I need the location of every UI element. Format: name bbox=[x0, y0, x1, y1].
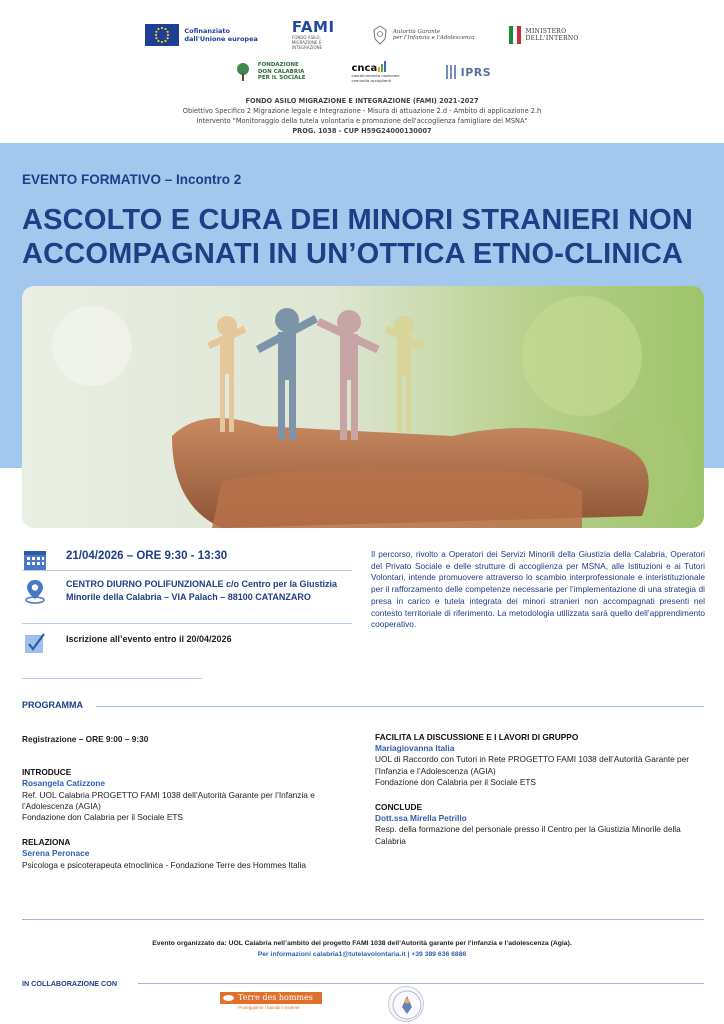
event-place: CENTRO DIURNO POLIFUNZIONALE c/o Centro per la Giustizia Minorile della Calabria – VIA Palach – 88100 CATANZARO bbox=[66, 579, 338, 602]
location-pin-icon bbox=[22, 578, 48, 604]
funding-project-code: PROG. 1038 - CUP H59G24000130007 bbox=[292, 127, 432, 135]
facilita-speaker: Mariagiovanna Italia bbox=[375, 743, 455, 754]
divider bbox=[138, 983, 704, 984]
don-calabria-line2: DON CALABRIA bbox=[257, 68, 305, 75]
event-description: Il percorso, rivolto a Operatori dei Servizi Minorili della Giustizia della Calabria, Operatori del Privato Sociale e delle strutture di accoglienza per MSNA, alle Istituzioni e ai Tutori Volontari, intende promuovere attraverso lo scambio interprofessionale e interistituzionale per il rafforzamento delle competenze necessarie per l’implementazione di una strategia di presa in carico e tutela integrata dei minori stranieri non accompagnati presenti nel contesto territoriale di riferimento. La metodologia utilizzata sarà quello dell’apprendimento cooperativo. bbox=[371, 549, 705, 630]
event-label: EVENTO FORMATIVO – Incontro 2 bbox=[22, 172, 242, 187]
iprs-logo bbox=[446, 65, 492, 79]
facilita-org: Fondazione don Calabria per il Sociale ETS bbox=[375, 776, 536, 787]
introduce-heading: INTRODUCE bbox=[22, 767, 72, 778]
divider bbox=[22, 570, 352, 571]
funding-info bbox=[0, 96, 724, 136]
garante-logo-line1: Autorità Garante bbox=[392, 28, 441, 35]
terre-des-hommes-logo bbox=[220, 992, 322, 1014]
event-title: ASCOLTO E CURA DEI MINORI STRANIERI NON ACCOMPAGNATI IN UN’OTTICA ETNO-CLINICA bbox=[22, 204, 694, 270]
programme-left-column bbox=[22, 734, 352, 885]
partner-logos-top bbox=[0, 18, 724, 52]
divider bbox=[22, 623, 352, 624]
eu-flag-icon bbox=[145, 24, 179, 46]
introduce-block bbox=[22, 767, 352, 823]
don-calabria-line3: PER IL SOCIALE bbox=[257, 75, 306, 82]
don-calabria-tree-icon bbox=[233, 62, 253, 82]
eu-logo-line2: dall'Unione europea bbox=[184, 35, 258, 43]
cnca-logo bbox=[351, 61, 399, 83]
don-calabria-logo bbox=[233, 62, 306, 82]
conclude-block bbox=[375, 802, 707, 847]
iprs-mark: IPRS bbox=[460, 65, 492, 79]
ministero-line1: MINISTERO bbox=[525, 28, 567, 35]
collaboration-title: IN COLLABORAZIONE CON bbox=[22, 979, 118, 988]
tdh-swoosh-icon bbox=[223, 995, 234, 1001]
programme-title: PROGRAMMA bbox=[22, 700, 83, 710]
partner-logos-second bbox=[0, 58, 724, 86]
facilita-role: UOL di Raccordo con Tutori in Rete PROGETTO FAMI 1038 dell’Autorità Garante per l’Infanzia e l’Adolescenza (AGIA) bbox=[375, 754, 690, 776]
hero-photo bbox=[22, 286, 704, 528]
facilita-heading: FACILITA LA DISCUSSIONE E I LAVORI DI GRUPPO bbox=[375, 732, 579, 742]
fami-logo-mark: FAMI bbox=[291, 18, 335, 36]
cnca-sub1: coordinamento nazionale bbox=[351, 73, 400, 78]
facilita-block bbox=[375, 732, 707, 788]
eu-logo bbox=[145, 24, 258, 46]
conclude-speaker: Dott.ssa Mirella Petrillo bbox=[375, 813, 467, 824]
introduce-speaker: Rosangela Catizzone bbox=[22, 778, 105, 789]
funding-title: FONDO ASILO MIGRAZIONE E INTEGRAZIONE (FAMI) 2021-2027 bbox=[245, 97, 479, 105]
checkbox-icon bbox=[22, 630, 48, 656]
funding-objective: Obiettivo Specifico 2 Migrazione legale e Integrazione - Misura di attuazione 2.d - Ambito di applicazione 2.h bbox=[182, 107, 542, 115]
programme-right-column bbox=[375, 732, 707, 861]
divider bbox=[96, 706, 704, 707]
cnca-sub2: comunità accoglienti bbox=[351, 77, 392, 83]
cnca-bars-icon bbox=[378, 61, 386, 72]
funding-intervention: Intervento "Monitoraggio della tutela volontaria e promozione dell'accoglienza famigliare dei MSNA" bbox=[196, 117, 528, 125]
conclude-role: Resp. della formazione del personale presso il Centro per la Giustizia Minorile della Calabria bbox=[375, 824, 681, 846]
divider bbox=[22, 919, 704, 920]
fami-logo bbox=[292, 20, 338, 50]
tdh-name: Terre des hommes bbox=[238, 993, 313, 1002]
organizer-note: Evento organizzato da: UOL Calabria nell’ambito del progetto FAMI 1038 dell’Autorità garante per l’infanzia e l’adolescenza (Agia). bbox=[152, 940, 572, 947]
tdh-tagline: Proteggiamo i bambini insieme bbox=[238, 1005, 300, 1010]
fami-logo-sub: FONDO ASILO, MIGRAZIONE E INTEGRAZIONE bbox=[291, 35, 323, 50]
partner-seal-icon bbox=[388, 986, 424, 1022]
event-date: 21/04/2026 – ORE 9:30 - 13:30 bbox=[66, 550, 228, 562]
garante-logo-line2: per l'Infanzia e l'Adolescenza bbox=[392, 35, 475, 41]
don-calabria-line1: FONDAZIONE bbox=[257, 62, 299, 69]
cnca-mark: cnca bbox=[351, 63, 378, 74]
relazione-block bbox=[22, 837, 352, 871]
subscription-row bbox=[22, 630, 48, 656]
subscription-deadline: Iscrizione all’evento entro il 20/04/2026 bbox=[66, 634, 232, 644]
relazione-speaker: Serena Peronace bbox=[22, 848, 90, 859]
registration-time: Registrazione – ORE 9:00 – 9:30 bbox=[22, 734, 149, 744]
garante-logo bbox=[372, 25, 475, 45]
introduce-role: Ref. UOL Calabria PROGETTO FAMI 1038 dell’Autorità Garante per l’Infanzia e l’Adolescenza (AGIA) bbox=[22, 789, 315, 811]
eu-logo-line1: Cofinanziato bbox=[184, 27, 231, 35]
relazione-role: Psicologa e psicoterapeuta etnoclinica - Fondazione Terre des Hommes Italia bbox=[22, 859, 306, 870]
iprs-columns-icon bbox=[446, 65, 456, 79]
ministero-logo bbox=[509, 26, 579, 44]
italian-flag-icon bbox=[509, 26, 521, 44]
ministero-line2: DELL'INTERNO bbox=[525, 35, 579, 42]
place-row bbox=[22, 578, 48, 604]
relazione-heading: RELAZIONA bbox=[22, 837, 71, 848]
garante-emblem-icon bbox=[372, 25, 388, 45]
divider bbox=[22, 678, 202, 679]
introduce-org: Fondazione don Calabria per il Sociale ETS bbox=[22, 812, 183, 823]
contact-info[interactable]: Per informazioni calabria1@tutelavolontaria.it | +39 389 636 6886 bbox=[257, 951, 467, 958]
conclude-heading: CONCLUDE bbox=[375, 802, 423, 813]
